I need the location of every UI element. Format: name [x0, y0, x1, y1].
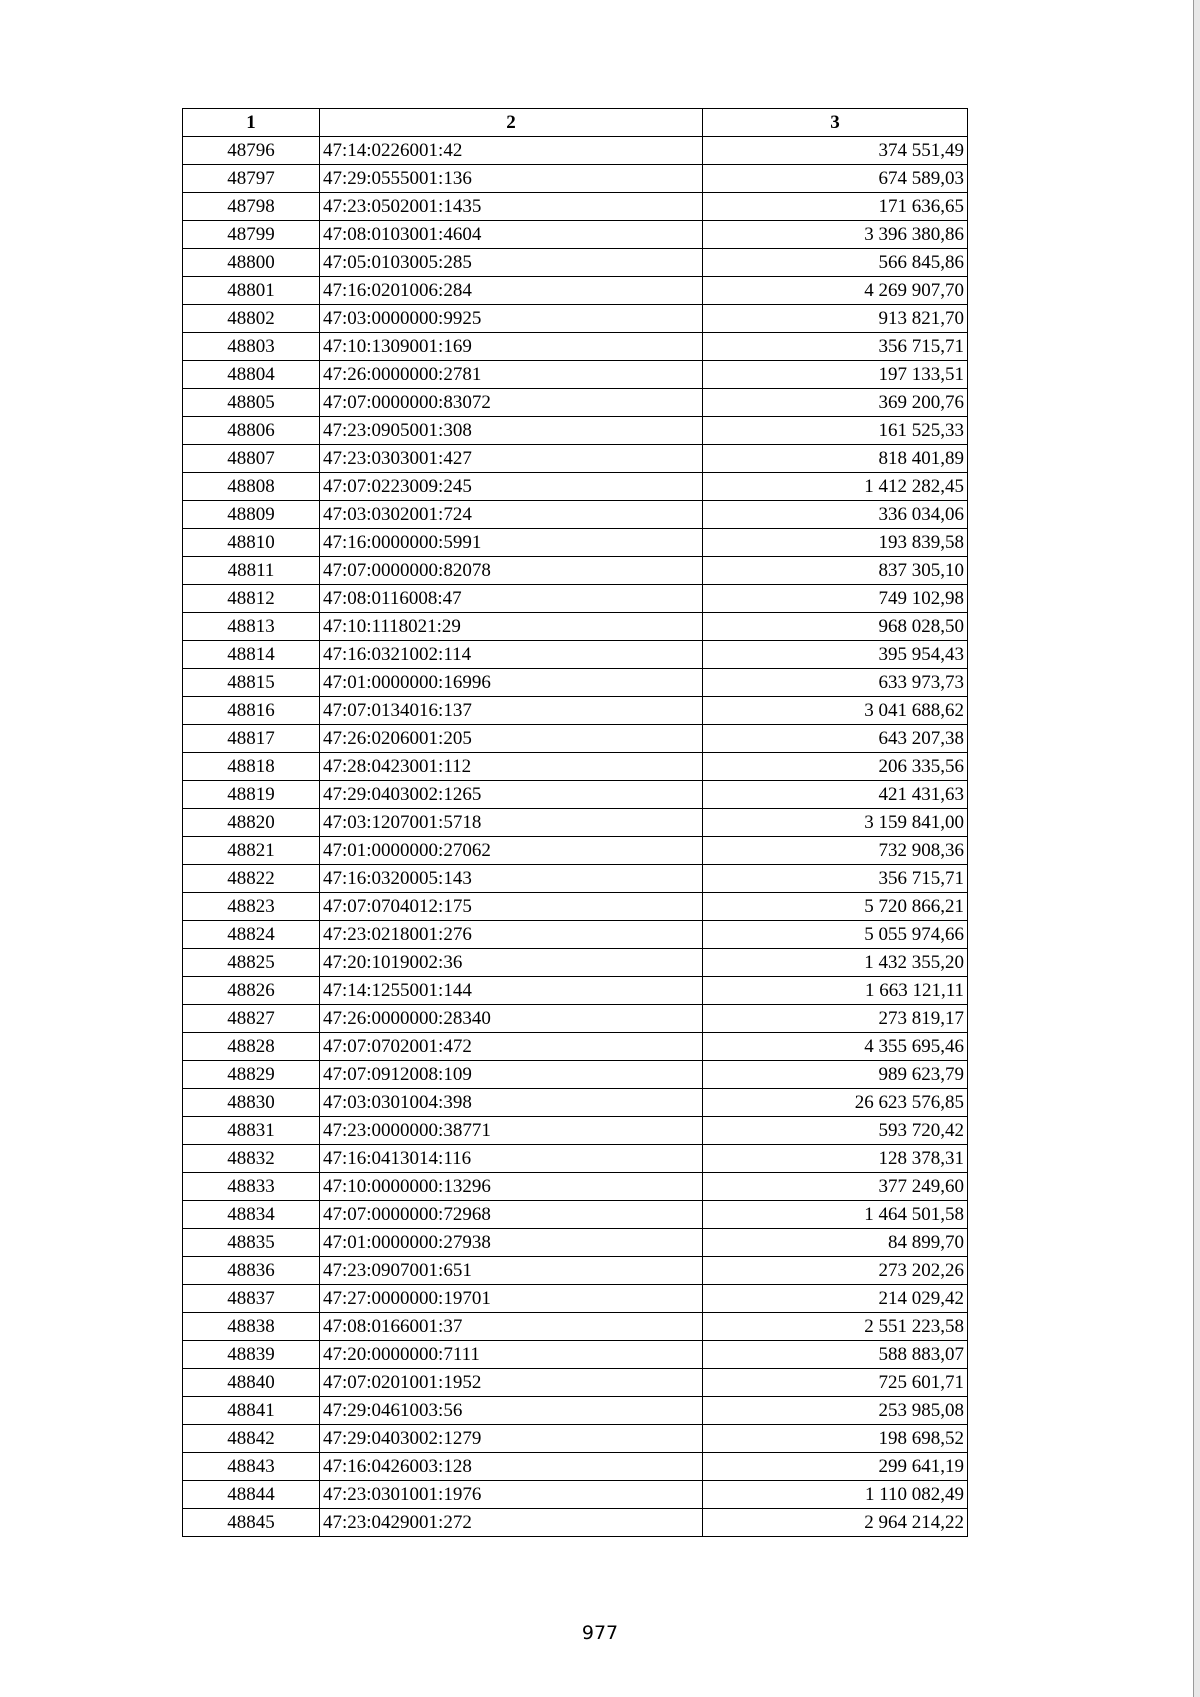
row-number-cell: 48807 [183, 445, 320, 473]
cadastral-number-cell: 47:23:0907001:651 [320, 1257, 703, 1285]
row-number-cell: 48838 [183, 1313, 320, 1341]
cadastral-number-cell: 47:07:0000000:82078 [320, 557, 703, 585]
row-number-cell: 48801 [183, 277, 320, 305]
cadastral-number-cell: 47:28:0423001:112 [320, 753, 703, 781]
table-row [183, 165, 968, 193]
value-cell: 1 663 121,11 [703, 977, 968, 1005]
table-row [183, 557, 968, 585]
value-cell: 253 985,08 [703, 1397, 968, 1425]
value-cell: 273 819,17 [703, 1005, 968, 1033]
row-number-cell: 48803 [183, 333, 320, 361]
row-number-cell: 48822 [183, 865, 320, 893]
value-cell: 5 720 866,21 [703, 893, 968, 921]
row-number-cell: 48796 [183, 137, 320, 165]
table-row [183, 333, 968, 361]
table-row [183, 277, 968, 305]
cadastral-number-cell: 47:23:0905001:308 [320, 417, 703, 445]
table-row [183, 865, 968, 893]
row-number-cell: 48798 [183, 193, 320, 221]
cadastral-number-cell: 47:14:1255001:144 [320, 977, 703, 1005]
value-cell: 593 720,42 [703, 1117, 968, 1145]
column-header-3: 3 [703, 109, 968, 137]
row-number-cell: 48832 [183, 1145, 320, 1173]
row-number-cell: 48844 [183, 1481, 320, 1509]
row-number-cell: 48811 [183, 557, 320, 585]
row-number-cell: 48818 [183, 753, 320, 781]
cadastral-number-cell: 47:26:0000000:2781 [320, 361, 703, 389]
table-row [183, 389, 968, 417]
table-row [183, 137, 968, 165]
value-cell: 395 954,43 [703, 641, 968, 669]
table-row [183, 641, 968, 669]
value-cell: 84 899,70 [703, 1229, 968, 1257]
row-number-cell: 48823 [183, 893, 320, 921]
cadastral-number-cell: 47:07:0000000:83072 [320, 389, 703, 417]
row-number-cell: 48806 [183, 417, 320, 445]
value-cell: 566 845,86 [703, 249, 968, 277]
value-cell: 273 202,26 [703, 1257, 968, 1285]
table-row [183, 837, 968, 865]
cadastral-number-cell: 47:14:0226001:42 [320, 137, 703, 165]
table-row [183, 893, 968, 921]
cadastral-number-cell: 47:26:0000000:28340 [320, 1005, 703, 1033]
row-number-cell: 48834 [183, 1201, 320, 1229]
cadastral-number-cell: 47:16:0320005:143 [320, 865, 703, 893]
value-cell: 299 641,19 [703, 1453, 968, 1481]
cadastral-number-cell: 47:16:0321002:114 [320, 641, 703, 669]
value-cell: 2 551 223,58 [703, 1313, 968, 1341]
value-cell: 214 029,42 [703, 1285, 968, 1313]
value-cell: 1 464 501,58 [703, 1201, 968, 1229]
cadastral-number-cell: 47:23:0429001:272 [320, 1509, 703, 1537]
table-row [183, 977, 968, 1005]
value-cell: 732 908,36 [703, 837, 968, 865]
column-header-1: 1 [183, 109, 320, 137]
table-row [183, 1061, 968, 1089]
page-number: 977 [581, 1622, 619, 1644]
value-cell: 1 412 282,45 [703, 473, 968, 501]
cadastral-number-cell: 47:07:0912008:109 [320, 1061, 703, 1089]
cadastral-number-cell: 47:08:0116008:47 [320, 585, 703, 613]
value-cell: 674 589,03 [703, 165, 968, 193]
row-number-cell: 48813 [183, 613, 320, 641]
row-number-cell: 48809 [183, 501, 320, 529]
cadastral-number-cell: 47:29:0403002:1279 [320, 1425, 703, 1453]
cadastral-number-cell: 47:23:0000000:38771 [320, 1117, 703, 1145]
row-number-cell: 48821 [183, 837, 320, 865]
table-row [183, 193, 968, 221]
row-number-cell: 48814 [183, 641, 320, 669]
row-number-cell: 48812 [183, 585, 320, 613]
table-row [183, 361, 968, 389]
cadastral-number-cell: 47:01:0000000:27938 [320, 1229, 703, 1257]
table-row [183, 753, 968, 781]
cadastral-number-cell: 47:20:0000000:7111 [320, 1341, 703, 1369]
cadastral-number-cell: 47:16:0426003:128 [320, 1453, 703, 1481]
row-number-cell: 48827 [183, 1005, 320, 1033]
value-cell: 837 305,10 [703, 557, 968, 585]
value-cell: 206 335,56 [703, 753, 968, 781]
table-row [183, 585, 968, 613]
row-number-cell: 48836 [183, 1257, 320, 1285]
cadastral-number-cell: 47:03:0301004:398 [320, 1089, 703, 1117]
row-number-cell: 48841 [183, 1397, 320, 1425]
table-row [183, 305, 968, 333]
row-number-cell: 48805 [183, 389, 320, 417]
cadastral-number-cell: 47:05:0103005:285 [320, 249, 703, 277]
value-cell: 749 102,98 [703, 585, 968, 613]
value-cell: 3 041 688,62 [703, 697, 968, 725]
cadastral-number-cell: 47:10:0000000:13296 [320, 1173, 703, 1201]
value-cell: 1 432 355,20 [703, 949, 968, 977]
value-cell: 193 839,58 [703, 529, 968, 557]
table-row [183, 529, 968, 557]
table-row [183, 1313, 968, 1341]
row-number-cell: 48828 [183, 1033, 320, 1061]
table-row [183, 1089, 968, 1117]
row-number-cell: 48835 [183, 1229, 320, 1257]
table-row [183, 1145, 968, 1173]
table-row [183, 697, 968, 725]
cadastral-number-cell: 47:08:0166001:37 [320, 1313, 703, 1341]
cadastral-number-cell: 47:08:0103001:4604 [320, 221, 703, 249]
row-number-cell: 48797 [183, 165, 320, 193]
value-cell: 171 636,65 [703, 193, 968, 221]
cadastral-number-cell: 47:23:0218001:276 [320, 921, 703, 949]
value-cell: 588 883,07 [703, 1341, 968, 1369]
table-row [183, 1005, 968, 1033]
cadastral-number-cell: 47:16:0000000:5991 [320, 529, 703, 557]
value-cell: 968 028,50 [703, 613, 968, 641]
value-cell: 3 396 380,86 [703, 221, 968, 249]
cadastral-number-cell: 47:01:0000000:16996 [320, 669, 703, 697]
table-row [183, 1257, 968, 1285]
value-cell: 3 159 841,00 [703, 809, 968, 837]
row-number-cell: 48825 [183, 949, 320, 977]
value-cell: 198 698,52 [703, 1425, 968, 1453]
row-number-cell: 48820 [183, 809, 320, 837]
value-cell: 633 973,73 [703, 669, 968, 697]
row-number-cell: 48808 [183, 473, 320, 501]
row-number-cell: 48815 [183, 669, 320, 697]
cadastral-number-cell: 47:07:0223009:245 [320, 473, 703, 501]
table-row [183, 781, 968, 809]
row-number-cell: 48824 [183, 921, 320, 949]
table-row [183, 1509, 968, 1537]
value-cell: 4 269 907,70 [703, 277, 968, 305]
table-row [183, 1397, 968, 1425]
row-number-cell: 48816 [183, 697, 320, 725]
cadastral-number-cell: 47:07:0000000:72968 [320, 1201, 703, 1229]
value-cell: 128 378,31 [703, 1145, 968, 1173]
cadastral-number-cell: 47:10:1309001:169 [320, 333, 703, 361]
value-cell: 913 821,70 [703, 305, 968, 333]
row-number-cell: 48837 [183, 1285, 320, 1313]
column-header-2: 2 [320, 109, 703, 137]
row-number-cell: 48799 [183, 221, 320, 249]
cadastral-number-cell: 47:16:0201006:284 [320, 277, 703, 305]
table-row [183, 949, 968, 977]
table-row [183, 809, 968, 837]
value-cell: 161 525,33 [703, 417, 968, 445]
value-cell: 356 715,71 [703, 333, 968, 361]
value-cell: 356 715,71 [703, 865, 968, 893]
cadastral-number-cell: 47:03:0000000:9925 [320, 305, 703, 333]
cadastral-number-cell: 47:29:0555001:136 [320, 165, 703, 193]
row-number-cell: 48802 [183, 305, 320, 333]
row-number-cell: 48830 [183, 1089, 320, 1117]
table-body [183, 137, 968, 1537]
row-number-cell: 48826 [183, 977, 320, 1005]
cadastral-number-cell: 47:07:0704012:175 [320, 893, 703, 921]
cadastral-number-cell: 47:01:0000000:27062 [320, 837, 703, 865]
page-edge [1193, 0, 1200, 1697]
table-row [183, 613, 968, 641]
row-number-cell: 48829 [183, 1061, 320, 1089]
row-number-cell: 48819 [183, 781, 320, 809]
cadastral-number-cell: 47:27:0000000:19701 [320, 1285, 703, 1313]
table-row [183, 725, 968, 753]
row-number-cell: 48842 [183, 1425, 320, 1453]
cadastral-number-cell: 47:16:0413014:116 [320, 1145, 703, 1173]
table-row [183, 249, 968, 277]
cadastral-number-cell: 47:07:0201001:1952 [320, 1369, 703, 1397]
table-row [183, 921, 968, 949]
row-number-cell: 48831 [183, 1117, 320, 1145]
cadastral-number-cell: 47:03:1207001:5718 [320, 809, 703, 837]
value-cell: 197 133,51 [703, 361, 968, 389]
value-cell: 818 401,89 [703, 445, 968, 473]
value-cell: 374 551,49 [703, 137, 968, 165]
row-number-cell: 48833 [183, 1173, 320, 1201]
row-number-cell: 48839 [183, 1341, 320, 1369]
value-cell: 643 207,38 [703, 725, 968, 753]
cadastral-number-cell: 47:23:0301001:1976 [320, 1481, 703, 1509]
table-row [183, 1481, 968, 1509]
value-cell: 369 200,76 [703, 389, 968, 417]
value-cell: 377 249,60 [703, 1173, 968, 1201]
table-row [183, 1201, 968, 1229]
table-row [183, 1033, 968, 1061]
table-row [183, 1117, 968, 1145]
cadastral-number-cell: 47:29:0403002:1265 [320, 781, 703, 809]
table-row [183, 1369, 968, 1397]
row-number-cell: 48843 [183, 1453, 320, 1481]
table-row [183, 473, 968, 501]
row-number-cell: 48804 [183, 361, 320, 389]
value-cell: 989 623,79 [703, 1061, 968, 1089]
data-table [182, 108, 968, 1537]
table-row [183, 1173, 968, 1201]
table-row [183, 1341, 968, 1369]
row-number-cell: 48840 [183, 1369, 320, 1397]
table-row [183, 501, 968, 529]
value-cell: 1 110 082,49 [703, 1481, 968, 1509]
cadastral-number-cell: 47:23:0303001:427 [320, 445, 703, 473]
value-cell: 26 623 576,85 [703, 1089, 968, 1117]
cadastral-number-cell: 47:03:0302001:724 [320, 501, 703, 529]
value-cell: 2 964 214,22 [703, 1509, 968, 1537]
table-row [183, 1425, 968, 1453]
table-row [183, 669, 968, 697]
cadastral-number-cell: 47:10:1118021:29 [320, 613, 703, 641]
cadastral-number-cell: 47:20:1019002:36 [320, 949, 703, 977]
table-row [183, 1453, 968, 1481]
value-cell: 421 431,63 [703, 781, 968, 809]
value-cell: 4 355 695,46 [703, 1033, 968, 1061]
table-row [183, 445, 968, 473]
cadastral-number-cell: 47:23:0502001:1435 [320, 193, 703, 221]
table-row [183, 221, 968, 249]
cadastral-number-cell: 47:07:0702001:472 [320, 1033, 703, 1061]
table-row [183, 1285, 968, 1313]
table-row [183, 1229, 968, 1257]
row-number-cell: 48810 [183, 529, 320, 557]
value-cell: 5 055 974,66 [703, 921, 968, 949]
row-number-cell: 48845 [183, 1509, 320, 1537]
table-row [183, 417, 968, 445]
row-number-cell: 48800 [183, 249, 320, 277]
table-header-row [183, 109, 968, 137]
value-cell: 725 601,71 [703, 1369, 968, 1397]
value-cell: 336 034,06 [703, 501, 968, 529]
cadastral-number-cell: 47:26:0206001:205 [320, 725, 703, 753]
row-number-cell: 48817 [183, 725, 320, 753]
cadastral-number-cell: 47:07:0134016:137 [320, 697, 703, 725]
cadastral-number-cell: 47:29:0461003:56 [320, 1397, 703, 1425]
